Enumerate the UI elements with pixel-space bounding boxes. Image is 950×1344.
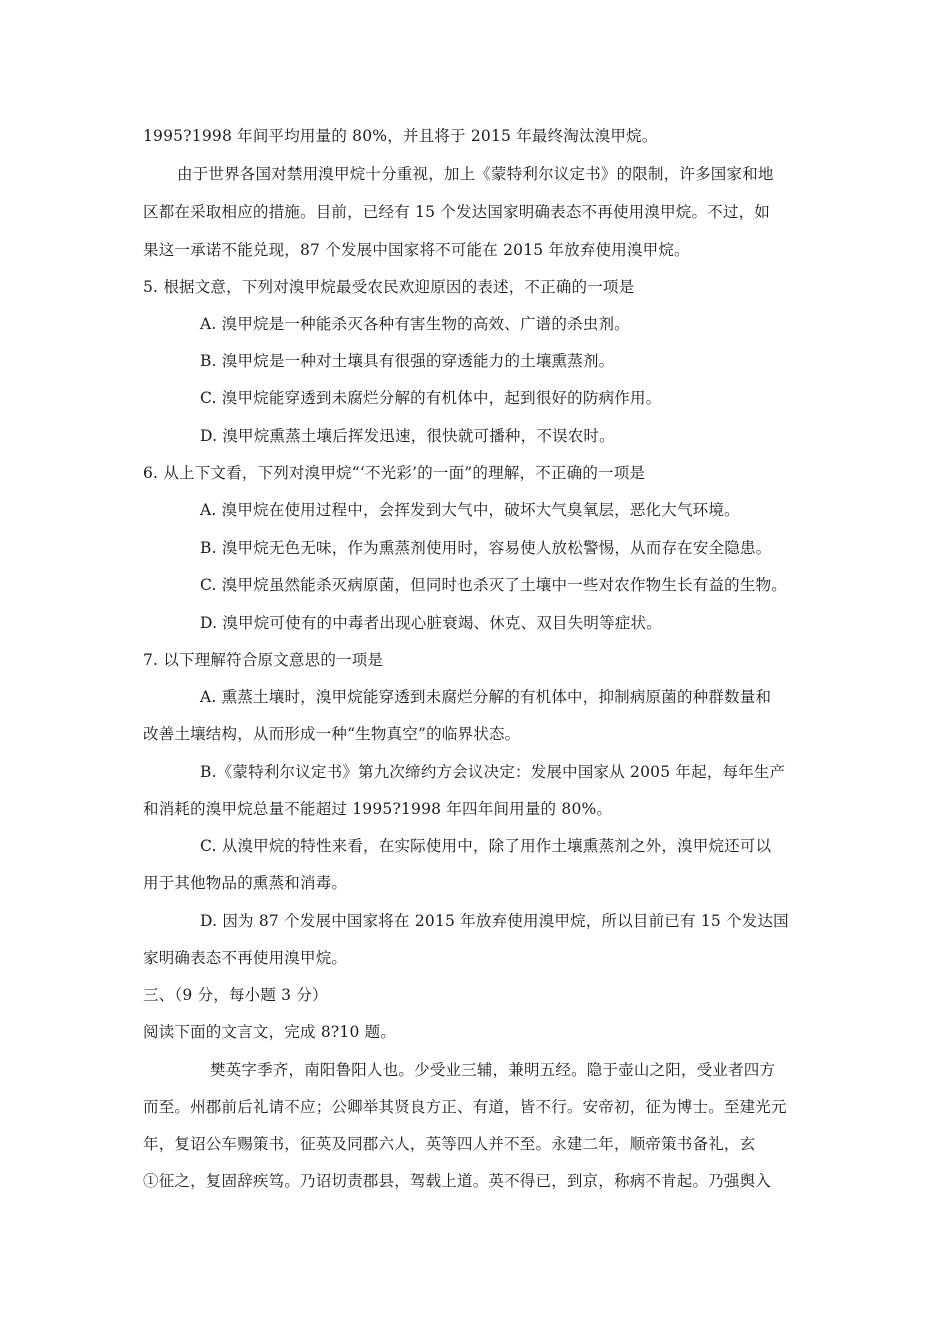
question-5-option-d: D. 溴甲烷熏蒸土壤后挥发迅速，很快就可播种，不误农时。 bbox=[200, 427, 615, 445]
question-7-option-a: A. 熏蒸土壤时，溴甲烷能穿透到未腐烂分解的有机体中，抑制病原菌的种群数量和 bbox=[200, 688, 772, 706]
classical-text-line: ①征之，复固辞疾笃。乃诏切责郡县，驾载上道。英不得已，到京，称病不肯起。乃强舆入 bbox=[143, 1172, 772, 1190]
text-line: 果这一承诺不能兑现，87 个发展中国家将不可能在 2015 年放弃使用溴甲烷。 bbox=[143, 241, 690, 259]
question-6-option-d: D. 溴甲烷可使有的中毒者出现心脏衰竭、休克、双目失明等症状。 bbox=[200, 614, 662, 632]
question-6-option-b: B. 溴甲烷无色无味，作为熏蒸剂使用时，容易使人放松警惕，从而存在安全隐患。 bbox=[200, 539, 772, 557]
question-5-option-b: B. 溴甲烷是一种对土壤具有很强的穿透能力的土壤熏蒸剂。 bbox=[200, 352, 615, 370]
question-7-stem: 7. 以下理解符合原文意思的一项是 bbox=[143, 651, 384, 669]
paragraph-first-line: 由于世界各国对禁用溴甲烷十分重视，加上《蒙特利尔议定书》的限制，许多国家和地 bbox=[177, 165, 774, 183]
question-6-stem: 6. 从上下文看，下列对溴甲烷“‘不光彩’的一面”的理解，不正确的一项是 bbox=[143, 464, 646, 482]
classical-text-line: 而至。州郡前后礼请不应；公卿举其贤良方正、有道，皆不行。安帝初，征为博士。至建光元 bbox=[143, 1098, 787, 1116]
question-7-option-c: C. 从溴甲烷的特性来看，在实际使用中，除了用作土壤熏蒸剂之外，溴甲烷还可以 bbox=[200, 837, 772, 855]
question-5-stem: 5. 根据文意，下列对溴甲烷最受农民欢迎原因的表述，不正确的一项是 bbox=[143, 278, 635, 296]
classical-text-first-line: 樊英字季齐，南阳鲁阳人也。少受业三辅，兼明五经。隐于壶山之阳，受业者四方 bbox=[210, 1061, 776, 1079]
question-6-option-c: C. 溴甲烷虽然能杀灭病原菌，但同时也杀灭了土壤中一些对农作物生长有益的生物。 bbox=[200, 576, 787, 594]
question-7-option-a-cont: 改善土壤结构，从而形成一种“生物真空”的临界状态。 bbox=[143, 725, 521, 743]
question-7-option-b-cont: 和消耗的溴甲烷总量不能超过 1995?1998 年四年间用量的 80%。 bbox=[143, 800, 613, 818]
text-line: 1995?1998 年间平均用量的 80%，并且将于 2015 年最终淘汰溴甲烷。 bbox=[143, 127, 658, 145]
question-7-option-c-cont: 用于其他物品的熏蒸和消毒。 bbox=[143, 874, 348, 892]
question-5-option-a: A. 溴甲烷是一种能杀灭各种有害生物的高效、广谱的杀虫剂。 bbox=[200, 315, 630, 333]
question-5-option-c: C. 溴甲烷能穿透到未腐烂分解的有机体中，起到很好的防病作用。 bbox=[200, 389, 662, 407]
question-7-option-d-cont: 家明确表态不再使用溴甲烷。 bbox=[143, 949, 348, 967]
question-7-option-b: B.《蒙特利尔议定书》第九次缔约方会议决定：发展中国家从 2005 年起，每年生产 bbox=[200, 763, 786, 781]
question-7-option-d: D. 因为 87 个发展中国家将在 2015 年放弃使用溴甲烷，所以目前已有 15 个发达国 bbox=[200, 912, 789, 930]
section-instruction: 阅读下面的文言文，完成 8?10 题。 bbox=[143, 1023, 397, 1041]
classical-text-line: 年，复诏公车赐策书，征英及同郡六人，英等四人并不至。永建二年，顺帝策书备礼，玄 bbox=[143, 1135, 756, 1153]
text-line: 区都在采取相应的措施。目前，已经有 15 个发达国家明确表态不再使用溴甲烷。不过，如 bbox=[143, 203, 770, 221]
section-heading: 三、（9 分，每小题 3 分） bbox=[143, 986, 328, 1004]
question-6-option-a: A. 溴甲烷在使用过程中，会挥发到大气中，破坏大气臭氧层，恶化大气环境。 bbox=[200, 501, 740, 519]
